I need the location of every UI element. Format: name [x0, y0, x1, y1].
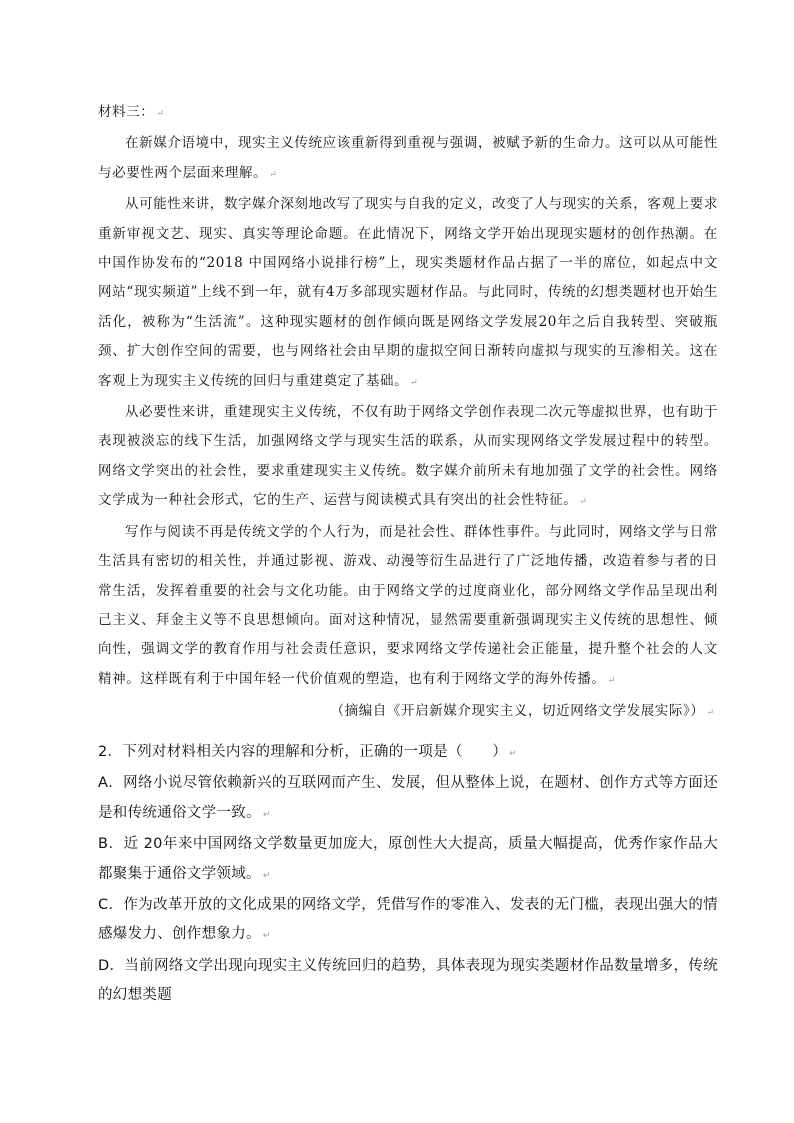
- material-source: （摘编自《开启新媒介现实主义，切近网络文学发展实际》） ↵: [330, 703, 714, 720]
- paragraph-mark-icon: ↵: [262, 931, 271, 942]
- paragraph-mark-icon: ↵: [156, 109, 164, 119]
- paragraph-mark-icon: ↵: [607, 675, 616, 686]
- question-option-d: D．当前网络文学出现向现实主义传统回归的趋势，具体表现为现实类题材作品数量增多，传统的幻想类题: [98, 957, 718, 1004]
- paragraph-mark-icon: ↵: [579, 497, 587, 508]
- material-paragraph: 从必要性来讲，重建现实主义传统，不仅有助于网络文学创作表现二次元等虚拟世界，也有助于表现被淡忘的线下生活，加强网络文学与现实生活的联系，从而实现网络文学发展过程中的转型。网络文学突出的社会性，要求重建现实主义传统。数字媒介前所未有地加强了文学的社会性。网络文学成为一种社会形式，它的生产、运营与阅读模式具有突出的社会性特征。 ↵: [98, 404, 718, 509]
- paragraph-mark-icon: ↵: [269, 169, 277, 180]
- question-option-a: A．网络小说尽管依赖新兴的互联网而产生、发展，但从整体上说，在题材、创作方式等方面还是和传统通俗文学一致。 ↵: [98, 775, 718, 821]
- paragraph-mark-icon: ↵: [509, 749, 517, 759]
- reading-material: [98, 98, 718, 729]
- question-option-c: C．作为改革开放的文化成果的网络文学，凭借写作的零准入、发表的无门槛，表现出强大的情感爆发力、创作想象力。 ↵: [98, 897, 718, 943]
- paragraph-mark-icon: ↵: [410, 377, 418, 388]
- material-paragraph: 写作与阅读不再是传统文学的个人行为，而是社会性、群体性事件。与此同时，网络文学与日常生活具有密切的相关性，并通过影视、游戏、动漫等衍生品进行了广泛地传播，改造着参与者的日常生活，发挥着重要的社会与文化功能。由于网络文学的过度商业化，部分网络文学作品呈现出利己主义、拜金主义等不良思想倾向。面对这种情况，显然需要重新强调现实主义传统的思想性、倾向性，强调文学的教育作用与社会责任意识，要求网络文学传递社会正能量，提升整个社会的人文精神。这样既有利于中国年轻一代价值观的塑造，也有利于网络文学的海外传播。 ↵: [98, 523, 718, 687]
- question-option-b: B．近 20年来中国网络文学数量更加庞大，原创性大大提高，质量大幅提高，优秀作家作品大都聚集于通俗文学领域。 ↵: [98, 836, 718, 882]
- material-paragraph: 从可能性来讲，数字媒介深刻地改写了现实与自我的定义，改变了人与现实的关系，客观上要求重新审视文艺、现实、真实等理论命题。在此情况下，网络文学开始出现现实题材的创作热潮。在中国作协发布的“2018 中国网络小说排行榜”上，现实类题材作品占据了一半的席位，如起点中文网站“现实频道”上线不到一年，就有4万多部现实题材作品。与此同时，传统的幻想类题材也开始生活化，被称为“生活流”。这种现实题材的创作倾向既是网络文学发展20年之后自我转型、突破瓶颈、扩大创作空间的需要，也与网络社会由早期的虚拟空间日渐转向虚拟与现实的互渗相关。这在客观上为现实主义传统的回归与重建奠定了基础。 ↵: [98, 196, 718, 389]
- material-heading: 材料三： ↵: [98, 104, 164, 120]
- paragraph-mark-icon: ↵: [262, 809, 271, 820]
- question-stem: 2．下列对材料相关内容的理解和分析，正确的一项是（ ） ↵: [98, 744, 517, 760]
- material-paragraph: 在新媒介语境中，现实主义传统应该重新得到重视与强调，被赋予新的生命力。这可以从可能性与必要性两个层面来理解。 ↵: [98, 135, 718, 181]
- paragraph-mark-icon: ↵: [262, 870, 271, 881]
- question-block: [98, 738, 718, 1011]
- paragraph-mark-icon: ↵: [706, 708, 714, 719]
